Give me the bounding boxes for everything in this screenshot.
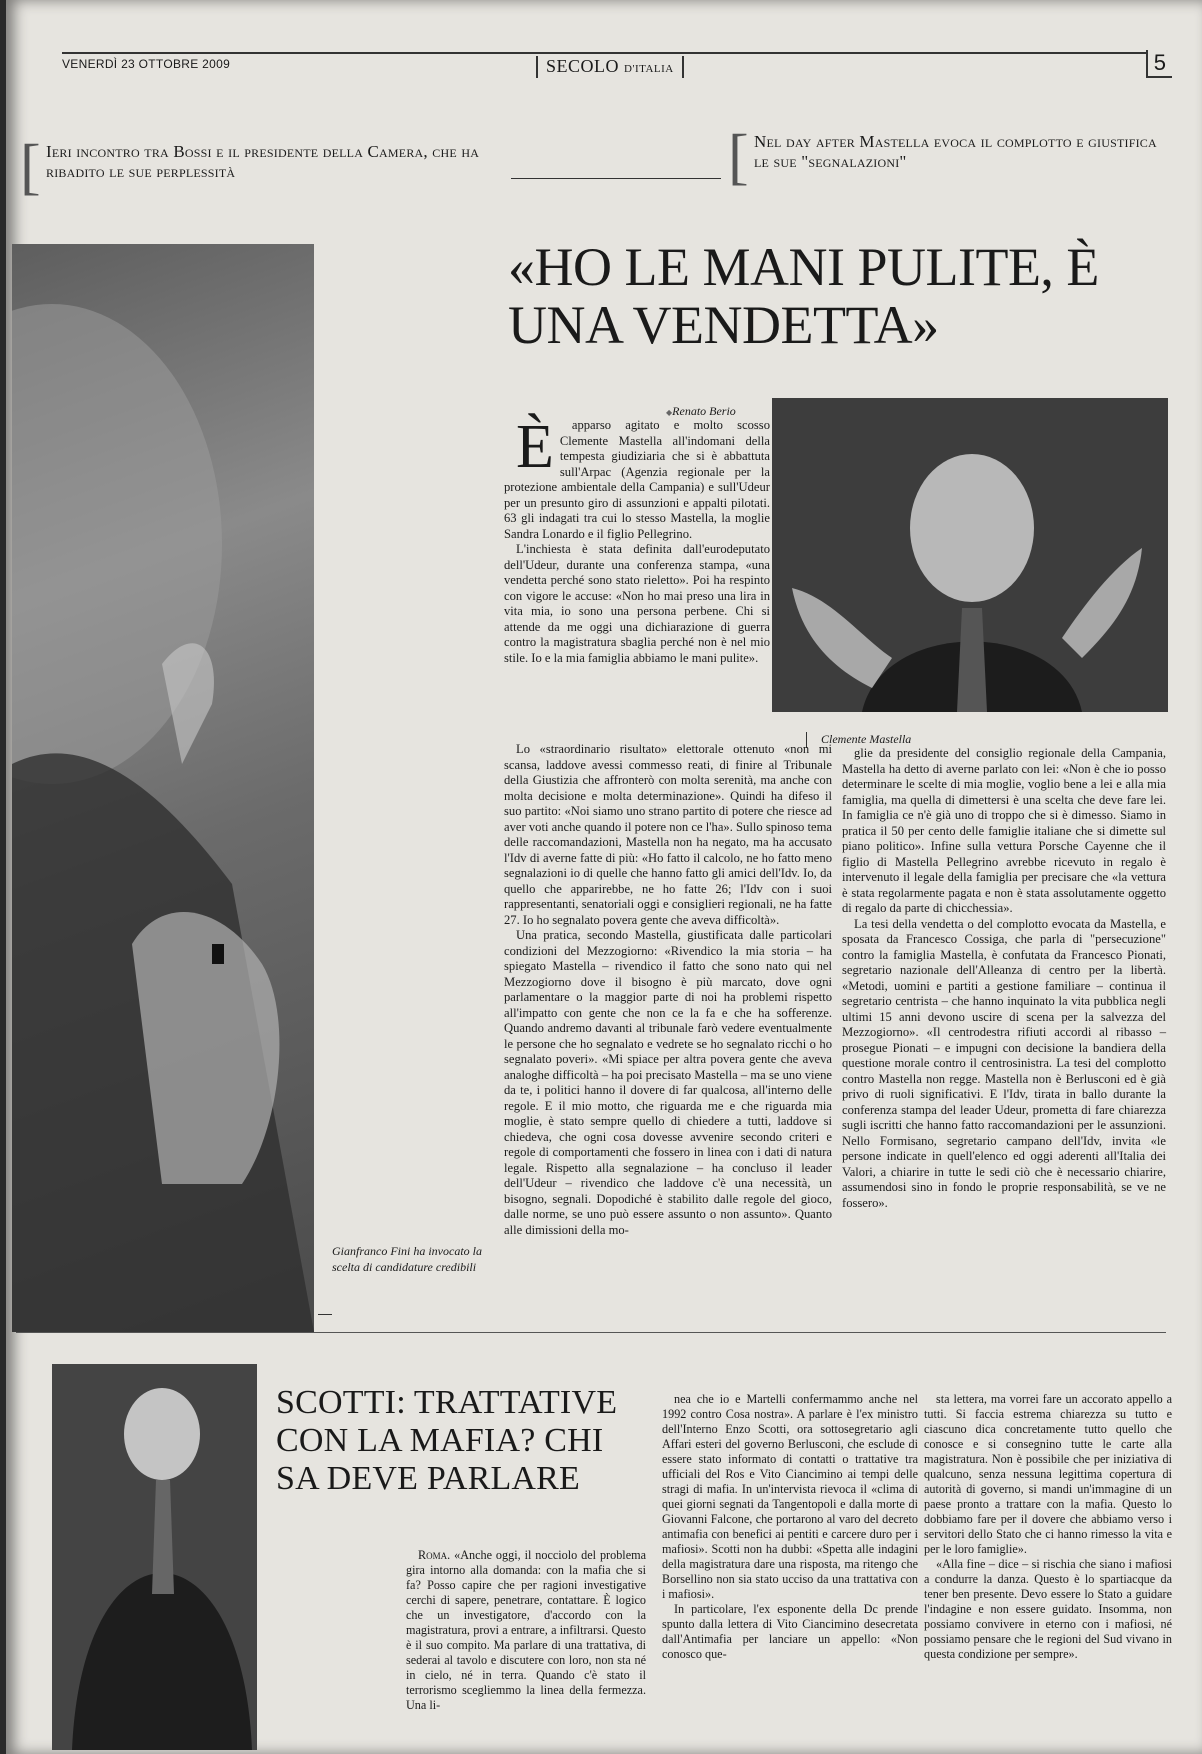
portrait-illustration [12, 244, 314, 1332]
photo-enzo-scotti [52, 1364, 257, 1750]
kicker-right-text: Nel day after Mastella evoca il complotto e giustifica le sue "segnalazioni" [754, 132, 1157, 172]
kicker-left-text: Ieri incontro tra Bossi e il presidente della Camera, che ha ribadito le sue perplessità [46, 142, 480, 182]
article-column-3 [842, 746, 1166, 1211]
paragraph-text: «Anche oggi, il nocciolo del problema gira intorno alla domanda: con la mafia che si fa? Posso capire che per ragioni investigative cerchi di sapere, penetrare, contattare. È logico che un investigatore, d'accordo con la magistratura, provi a entrare, a infiltrarsi. Questo è il suo compito. Ma parlare di una trattativa, di sederai al tavolo e discutere con loro, non sta né in cielo, né in terra. Quando c'è stato il terrorismo scegliemmo la linea della fermezza. Una li- [406, 1548, 646, 1712]
photo-gianfranco-fini [12, 244, 314, 1332]
article-column-2 [504, 742, 832, 1238]
kicker-right [728, 123, 1174, 191]
folio-bar [62, 52, 1172, 78]
paper-name-suffix: D'ITALIA [624, 63, 674, 75]
kicker-rule [511, 178, 721, 179]
paragraph: Èapparso agitato e molto scosso Clemente Mastella all'indomani della tempesta giudiziaria che si è abbattuta sull'Arpac (Agenzia regionale per la protezione ambientale della Campania) e sull'Udeur per un presunto giro di assunzioni e appalti pilotati. 63 gli indagati tra cui lo stesso Mastella, la moglie Sandra Lonardo e il figlio Pellegrino. [504, 413, 770, 541]
article-column-1 [504, 413, 770, 666]
page-number: 5 [1146, 50, 1172, 78]
masthead-small [536, 56, 684, 78]
photo-clemente-mastella [772, 398, 1168, 712]
paragraph: sta lettera, ma vorrei fare un accorato appello a tutti. Si faccia estrema chiarezza su tutto e ciascuno dica concretamente tutto quello che conosce e si consegnino tutte le carte alla magistratura. Non è possibile che per iniziativa di qualcuno, senza nessuna legittima copertura di autorità di governo, si mandi un'immagine di un paese pronto a trattare con la mafia. Questo lo dobbiamo fare per il dovere che abbiamo verso i servitori dello Stato che ci hanno rimesso la vita e per le loro famiglie». [924, 1392, 1172, 1556]
issue-date: VENERDÌ 23 OTTOBRE 2009 [62, 57, 231, 71]
paragraph: La tesi della vendetta o del complotto evocata da Mastella, e sposata da Francesco Cossiga, che parla di "persecuzione" contro la famiglia Mastella, è confutata da Francesco Pionati, segretario nazionale dell'Alleanza di centro per la libertà. «Metodi, uomini e partiti a gestione familiare – continua il segretario centrista – che hanno inquinato la vita pubblica negli ultimi 15 anni devono uscire di scena per la salvezza del Mezzogiorno». «Il centrodestra rifiuti accordi al ribasso – prosegue Pionati – e impugni con decisione la bandiera della questione morale contro il centrosinistra. La tesi del complotto contro Mastella non regge. Mastella non è Berlusconi ed è già privo di ruoli significativi. E l'Idv, tirata in ballo durante la conferenza stampa del leader Udeur, prometta di fare chiarezza sugli iscritti che hanno fatto raccomandazioni per le assunzioni. Nello Formisano, segretario campano dell'Idv, invita «le persone indicate in quell'elenco ed oggi aderenti all'Italia dei Valori, a chiarire in tutte le sedi ciò che è necessario chiarire, assumendosi sino in fondo le proprie responsabilità, se ve ne fossero». [842, 916, 1166, 1210]
photo-caption-fini: Gianfranco Fini ha invocato la scelta di candidature credibili [332, 1244, 502, 1276]
portrait-illustration [772, 398, 1168, 712]
byline: ◆ Renato Berio [666, 404, 736, 419]
paragraph: In particolare, l'ex esponente della Dc prende spunto dalla lettera di Vito Ciancimino desecretata dall'Antimafia per lanciare un appello: «Non conosco que- [662, 1602, 918, 1661]
paragraph: Una pratica, secondo Mastella, giustificata dalle particolari condizioni del Mezzogiorno: «Rivendico la mia storia – ha spiegato Mastella – rivendico il fatto che sono nato qui nel Mezzogiorno dove il bisogno è più marcato, dove ogni parlamentare o la maggior parte di noi ha problemi rispetto all'impatto con gente che non ce la fa e che ha sofferenze. Quando andremo davanti al tribunale farò vedere eventualmente le persone che ho segnalato e vedrete se ho segnalato ricchi o ho segnalato poveri». «Mi spiace per altra povera gente che aveva analoghe difficoltà – ha poi precisato Mastella – ma se uno viene da te, i politici hanno il dovere di far qualcosa, all'interno delle regole. E il mio motto, che riguarda me e che riguarda mia moglie, è stato sempre quello di chiedere a tutti, laddove si chiedeva, che ogni cosa dovesse avvenire secondo criteri e regole di comportamenti che fossero in linea con i dati di natura legale. Rispetto alla segnalazione – ha concluso il leader dell'Udeur – rivendico che laddove c'è una necessità, un bisogno, segnali. Dopodiché è stabilito dalle regole del gioco, dalle norme, se uno può essere assunto o non assunto». Quanto alle dimissioni della mo- [504, 928, 832, 1237]
kicker-left [20, 133, 516, 201]
paragraph: glie da presidente del consiglio regionale della Campania, Mastella ha detto di averne parlato con lei: «Non è che io posso determinare le scelte di mia moglie, voglio bene a lei e alla mia famiglia, ma quella di dimettersi è una scelta che deve fare lei. In famiglia ce n'è già uno di troppo che si è dimesso. Siamo in pratica il 50 per cento delle famiglie italiane che si dimette sul piano politico». Infine sulla vettura Porsche Cayenne che il figlio di Mastella Pellegrino avrebbe ricevuto in regalo è intervenuto il legale della famiglia per precisare che «la vettura è stata regolarmente pagata e non è stata assolutamente oggetto di regalo da parte di chicchessia». [842, 746, 1166, 915]
bracket-ornament: [ [728, 123, 749, 191]
dateline: Roma. [418, 1548, 451, 1562]
paragraph: «Alla fine – dice – si rischia che siano i mafiosi a condurre la danza. Questo è lo spartiacque da tener ben presente. Devo essere lo Stato a guidare l'indagine e non essere guidato. Insomma, non possiamo convivere in eterno con i mafiosi, né possiamo pensare che le regioni del Sud vivano in questa condizione per sempre». [924, 1557, 1172, 1661]
secondary-headline: SCOTTI: TRATTATIVE CON LA MAFIA? CHI SA DEVE PARLARE [276, 1384, 618, 1498]
photo-caption-mastella: Clemente Mastella [806, 732, 1026, 748]
section-divider [16, 1332, 1166, 1333]
main-headline: «HO LE MANI PULITE, È UNA VENDETTA» [508, 237, 1099, 356]
paragraph: Lo «straordinario risultato» elettorale ottenuto «non mi scansa, laddove avessi commesso reati, di finire al Tribunale della Giustizia che affronterò con molta serenità, ma anche con molta decisione e molta determinazione». Quindi ha difeso il suo partito: «Noi siamo uno strano partito di potere che riesce ad aver voti anche quando il potere non ce l'ha». Sullo spinoso tema delle raccomandazioni, Mastella non ha negato, ma ha accusato l'Idv di averne fatte di più: «Ho fatto il calcolo, ne ho fatto meno segnalazioni io di quelle che hanno fatto gli amici dell'Idv. Io, da quello che apparirebbe, ne ho fatte 26; l'Idv con i suoi rappresentanti, senatoriali oggi e consiglieri regionali, ne ha fatte 27. Io ho segnalato povera gente che aveva difficoltà». [504, 742, 832, 927]
portrait-illustration [52, 1364, 257, 1750]
paragraph: nea che io e Martelli confermammo anche nel 1992 contro Cosa nostra». A parlare è l'ex ministro dell'Interno Enzo Scotti, ora sottosegretario agli Affari esteri del governo Berlusconi, che esclude di essere stato informato di contatti o trattative tra ufficiali del Ros e Vito Ciancimino ai tempi delle stragi di mafia. In un'intervista rievoca il «clima di quei giorni segnati da Tangentopoli e dalla morte di Giovanni Falcone, che portarono al varo del decreto antimafia con benefici ai pentiti e carcere duro per i mafiosi». Scotti non ha dubbi: «Spetta alle indagini della magistratura dare una risposta, ma ritengo che Borsellino non sia stato ucciso da una trattativa con i mafiosi». [662, 1392, 918, 1601]
secondary-column-2 [662, 1392, 918, 1662]
paragraph: L'inchiesta è stata definita dall'eurodeputato dell'Udeur, durante una conferenza stampa, «una vendetta perché sono stato rieletto». Poi ha respinto con vigore le accuse: «Non ho mai preso una lira in vita mia, io sono una persona perbene. Chi si attende da me oggi una dichiarazione di guerra contro la magistratura sbaglia perché non è nel mio stile. Io e la mia famiglia abbiamo le mani pulite». [504, 542, 770, 665]
secondary-column-1 [406, 1548, 646, 1713]
bracket-ornament: [ [20, 133, 41, 201]
secondary-column-3 [924, 1392, 1172, 1662]
paragraph [406, 1548, 646, 1713]
paper-name: SECOLO [546, 56, 620, 76]
newspaper-page [6, 0, 1202, 1754]
